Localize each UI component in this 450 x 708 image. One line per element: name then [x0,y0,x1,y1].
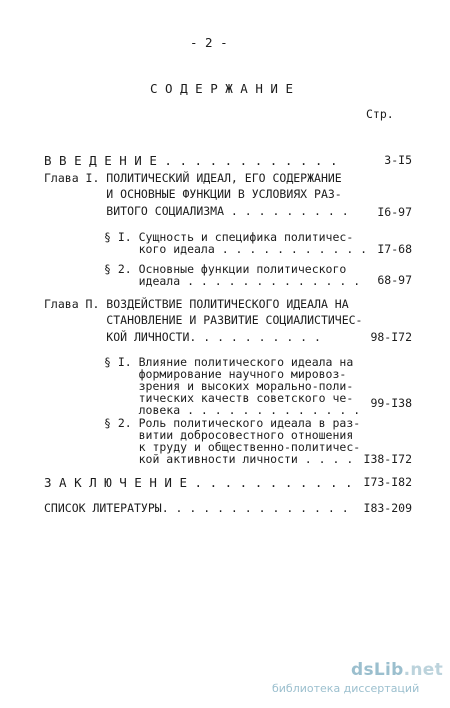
watermark-tagline: библиотека диссертаций [272,682,420,695]
toc-line: к труду и общественно-политичес- [104,440,361,454]
toc-line: Глава I. ПОЛИТИЧЕСКИЙ ИДЕАЛ, ЕГО СОДЕРЖАНИЕ [44,171,342,185]
toc-line: И ОСНОВНЫЕ ФУНКЦИИ В УСЛОВИЯХ РАЗ- [44,187,342,201]
toc-line: тических качеств советского че- [104,391,354,405]
watermark-logo: dsLib.net [351,660,444,680]
toc-pages: I83-209 [363,501,412,515]
toc-line: кого идеала . . . . . . . . . . . [104,242,368,256]
toc-line: идеала . . . . . . . . . . . . . [104,274,361,288]
toc-pages: I38-I72 [363,452,412,466]
toc-line: формирование научного мировоз- [104,367,347,381]
toc-pages: 98-I72 [370,330,412,344]
toc-line: кой активности личности . . . . [104,452,354,466]
toc-line: КОЙ ЛИЧНОСТИ. . . . . . . . . . [44,330,321,344]
toc-line: § 2. Основные функции политического [104,262,347,276]
toc-line: § I. Влияние политического идеала на [104,355,354,369]
toc-line: зрения и высоких морально-поли- [104,379,354,393]
toc-line: § 2. Роль политического идеала в раз- [104,416,361,430]
toc-line: ловека . . . . . . . . . . . . . [104,403,361,417]
toc-line: витии добросовестного отношения [104,428,354,442]
toc-line: ВИТОГО СОЦИАЛИЗМА . . . . . . . . . [44,204,349,218]
toc-line: СТАНОВЛЕНИЕ И РАЗВИТИЕ СОЦИАЛИСТИЧЕС- [44,313,363,327]
toc-pages: I7-68 [377,242,412,256]
page-title: С О Д Е Р Ж А Н И Е [150,81,293,96]
toc-pages: I6-97 [377,205,412,219]
toc-line: § I. Сущность и специфика политичес- [104,230,354,244]
toc-pages: 68-97 [377,273,412,287]
pages-column-header: Стр. [366,107,394,121]
page-number: - 2 - [190,35,228,50]
toc-pages: 99-I38 [370,396,412,410]
toc-title: В В Е Д Е Н И Е . . . . . . . . . . . . [44,153,338,168]
toc-line: Глава П. ВОЗДЕЙСТВИЕ ПОЛИТИЧЕСКОГО ИДЕАЛА НА [44,297,349,311]
toc-pages: I73-I82 [363,475,412,489]
toc-pages: 3-I5 [384,153,412,167]
toc-title: З А К Л Ю Ч Е Н И Е . . . . . . . . . . . [44,475,353,490]
toc-title: СПИСОК ЛИТЕРАТУРЫ. . . . . . . . . . . . . . [44,501,349,515]
